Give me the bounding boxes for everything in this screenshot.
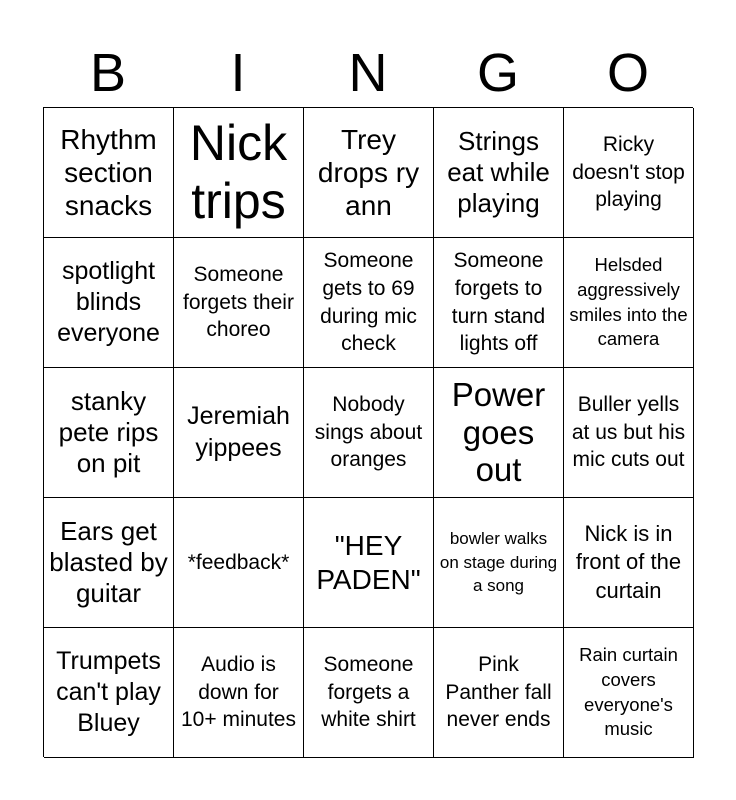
bingo-grid xyxy=(43,107,693,757)
bingo-cell: Jeremiah yippees xyxy=(174,368,304,498)
bingo-cell: Pink Panther fall never ends xyxy=(434,628,564,758)
bingo-cell: spotlight blinds everyone xyxy=(44,238,174,368)
bingo-cell: Someone gets to 69 during mic check xyxy=(304,238,434,368)
bingo-cell: *feedback* xyxy=(174,498,304,628)
bingo-cell: Power goes out xyxy=(434,368,564,498)
bingo-cell: bowler walks on stage during a song xyxy=(434,498,564,628)
bingo-cell: Audio is down for 10+ minutes xyxy=(174,628,304,758)
bingo-cell: Rain curtain covers everyone's music xyxy=(564,628,694,758)
bingo-cell: "HEY PADEN" xyxy=(304,498,434,628)
bingo-header xyxy=(43,40,693,106)
bingo-cell: Strings eat while playing xyxy=(434,108,564,238)
bingo-cell: Trey drops ry ann xyxy=(304,108,434,238)
bingo-cell: Buller yells at us but his mic cuts out xyxy=(564,368,694,498)
bingo-cell: Trumpets can't play Bluey xyxy=(44,628,174,758)
header-letter-b: B xyxy=(89,43,127,103)
bingo-cell: Someone forgets their choreo xyxy=(174,238,304,368)
bingo-cell: Ricky doesn't stop playing xyxy=(564,108,694,238)
bingo-cell: Someone forgets to turn stand lights off xyxy=(434,238,564,368)
header-letter-n: N xyxy=(348,43,388,103)
bingo-cell: stanky pete rips on pit xyxy=(44,368,174,498)
bingo-cell: Nick is in front of the curtain xyxy=(564,498,694,628)
header-letter-o: O xyxy=(606,43,649,103)
bingo-cell: Ears get blasted by guitar xyxy=(44,498,174,628)
bingo-cell: Someone forgets a white shirt xyxy=(304,628,434,758)
bingo-cell: Rhythm section snacks xyxy=(44,108,174,238)
header-letter-g: G xyxy=(476,43,519,103)
bingo-cell: Nick trips xyxy=(174,108,304,238)
header-letter-i: I xyxy=(230,43,246,103)
bingo-cell: Helsded aggressively smiles into the camera xyxy=(564,238,694,368)
bingo-cell: Nobody sings about oranges xyxy=(304,368,434,498)
